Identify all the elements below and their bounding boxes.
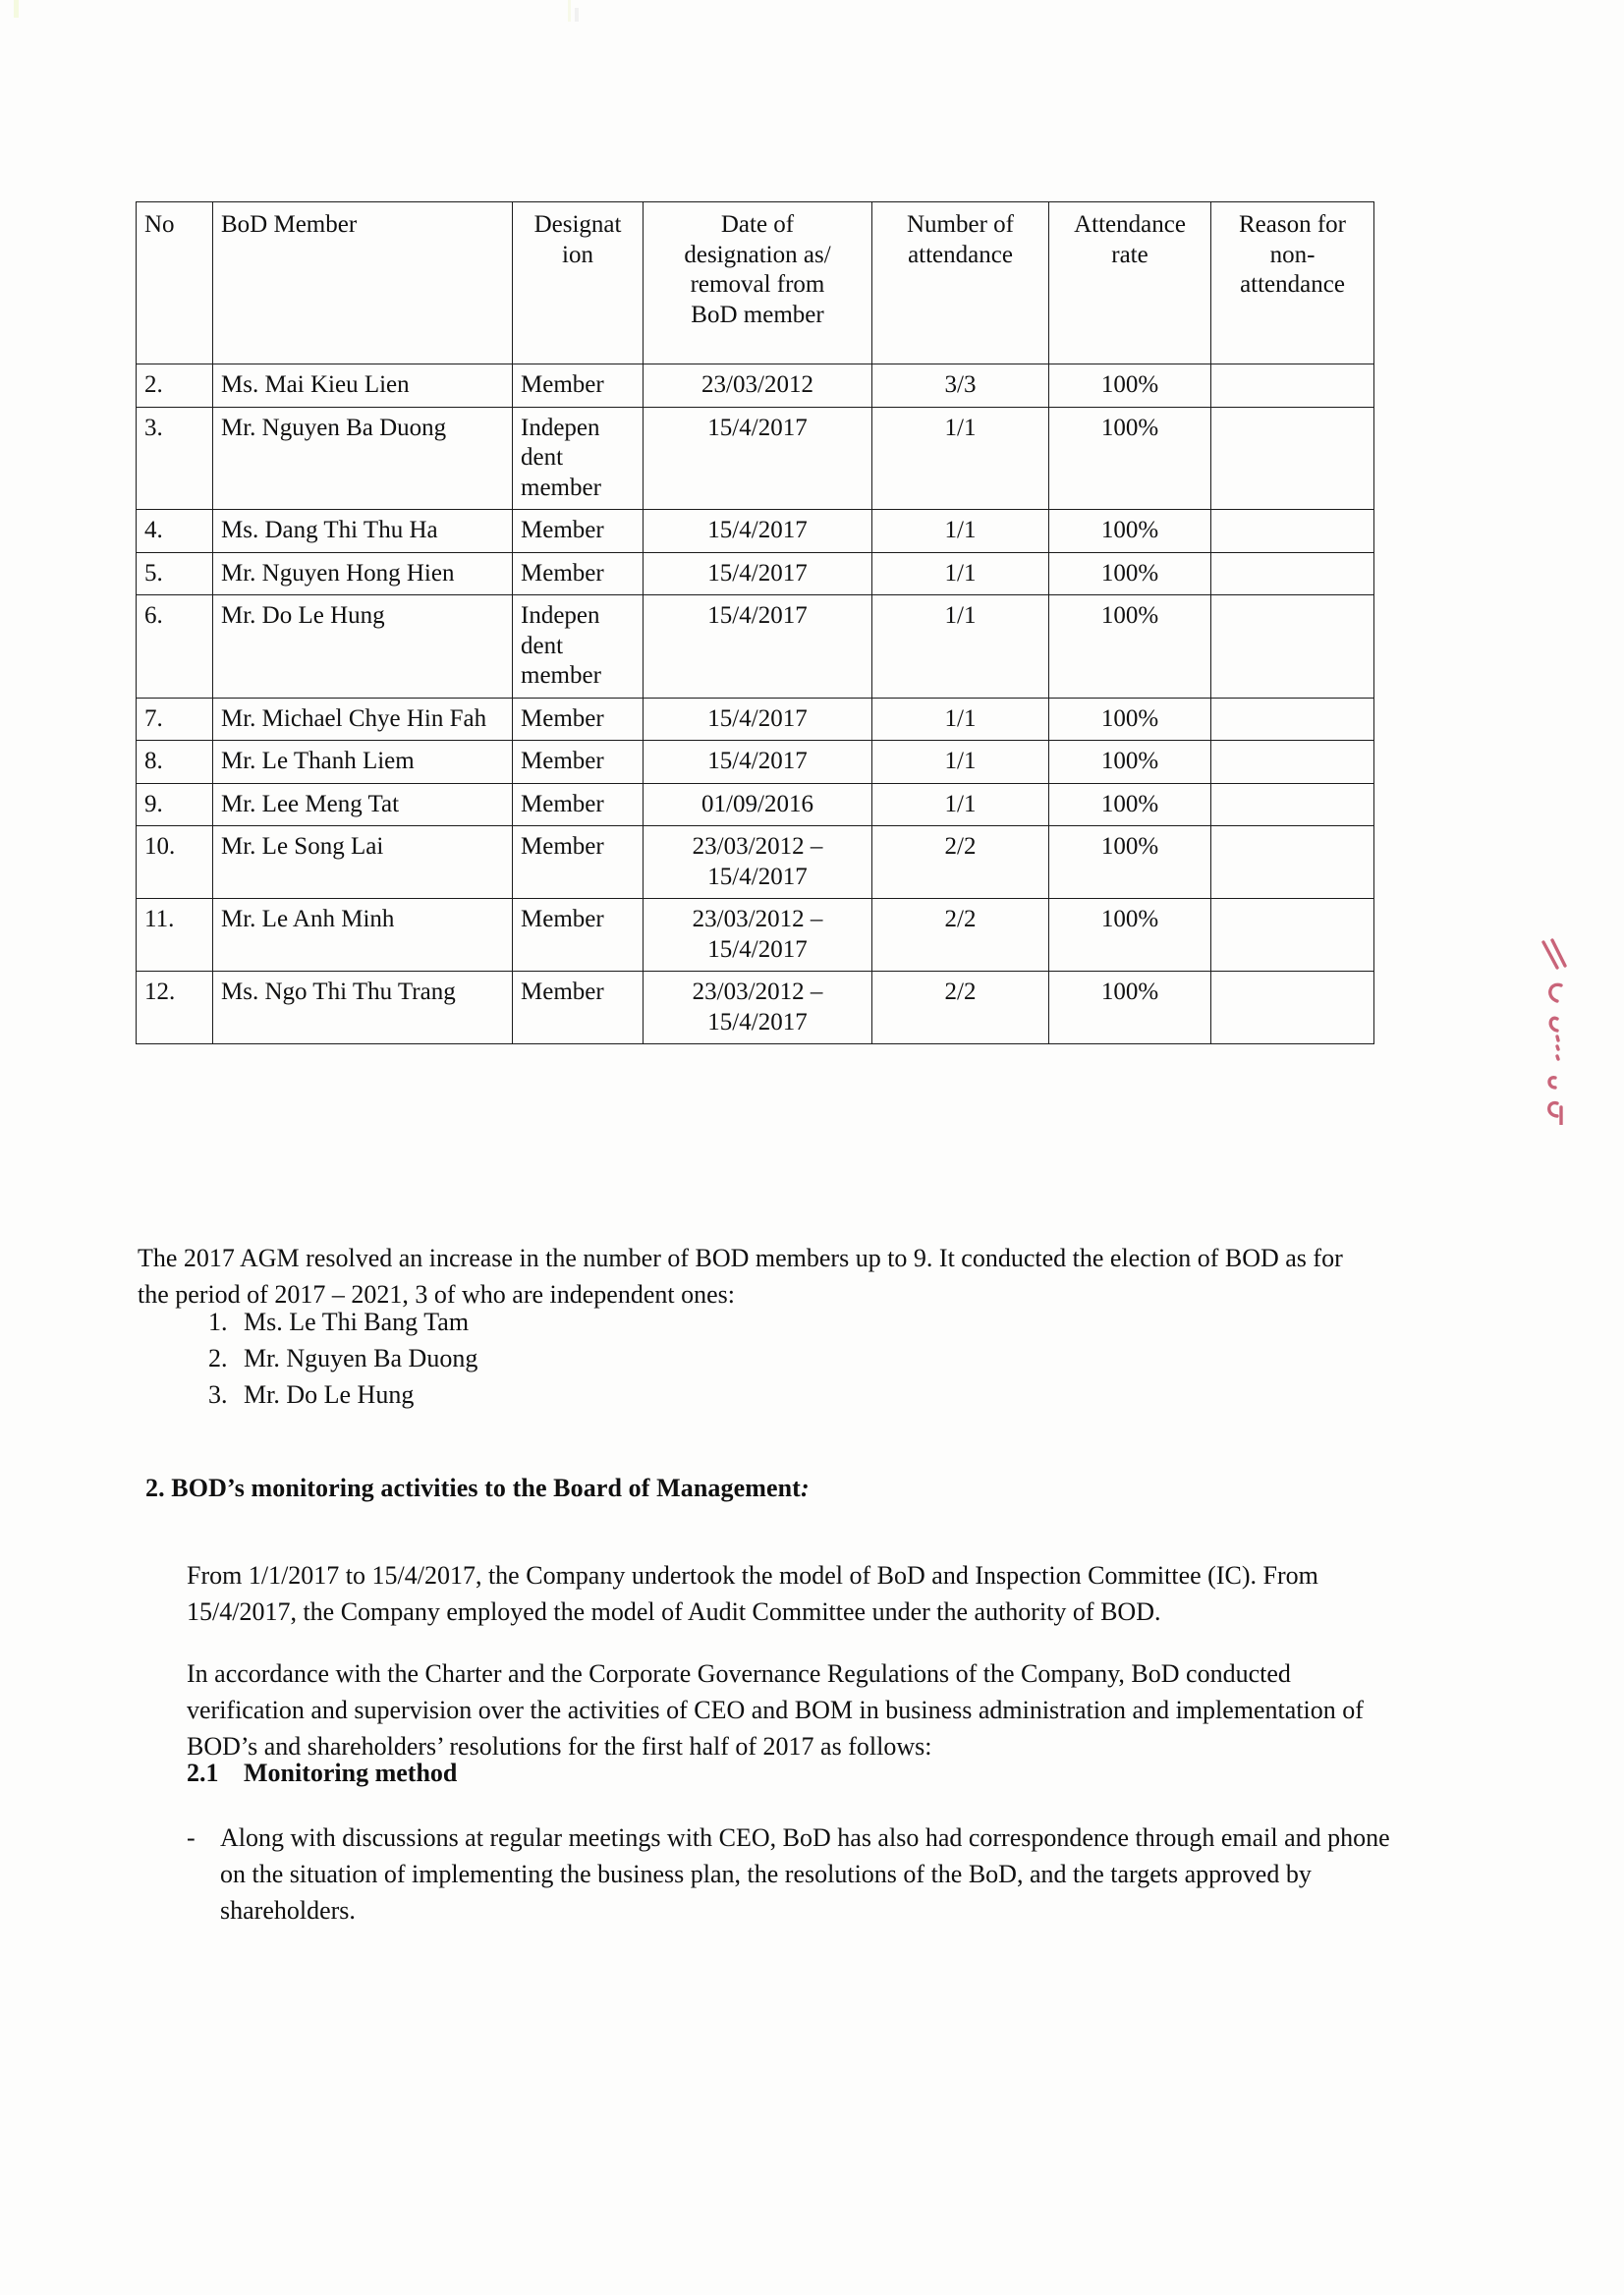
bod-attendance-table-wrapper bbox=[136, 201, 1373, 1044]
table-row bbox=[137, 826, 1374, 899]
cell-designation: Member bbox=[513, 364, 644, 408]
table-header bbox=[137, 202, 1374, 364]
cell-date: 23/03/2012 – 15/4/2017 bbox=[644, 899, 872, 972]
cell-number-of-attendance: 1/1 bbox=[872, 595, 1049, 699]
cell-reason-for-non-attendance bbox=[1211, 407, 1374, 510]
cell-attendance-rate: 100% bbox=[1049, 595, 1211, 699]
table-row bbox=[137, 552, 1374, 595]
cell-attendance-rate: 100% bbox=[1049, 552, 1211, 595]
col-header-reason-for-non-attendance bbox=[1211, 202, 1374, 364]
bullet-dash-marker: - bbox=[187, 1823, 196, 1852]
cell-number-of-attendance: 1/1 bbox=[872, 741, 1049, 784]
col-header-reason-line2: non- bbox=[1269, 241, 1316, 268]
table-row bbox=[137, 972, 1374, 1044]
cell-reason-for-non-attendance bbox=[1211, 552, 1374, 595]
col-header-date-line3: removal from bbox=[690, 271, 825, 298]
bod-attendance-table bbox=[136, 201, 1374, 1044]
cell-number-of-attendance: 1/1 bbox=[872, 510, 1049, 553]
cell-designation: Member bbox=[513, 972, 644, 1044]
cell-reason-for-non-attendance bbox=[1211, 826, 1374, 899]
cell-number-of-attendance: 2/2 bbox=[872, 899, 1049, 972]
col-header-designation-line2: ion bbox=[562, 241, 593, 268]
table-row bbox=[137, 899, 1374, 972]
cell-no: 6. bbox=[137, 595, 213, 699]
col-header-attendance-rate bbox=[1049, 202, 1211, 364]
cell-attendance-rate: 100% bbox=[1049, 407, 1211, 510]
table-header-row bbox=[137, 202, 1374, 364]
cell-bod-member: Ms. Mai Kieu Lien bbox=[213, 364, 513, 408]
table-row bbox=[137, 741, 1374, 784]
cell-reason-for-non-attendance bbox=[1211, 783, 1374, 826]
cell-attendance-rate: 100% bbox=[1049, 698, 1211, 741]
cell-number-of-attendance: 1/1 bbox=[872, 698, 1049, 741]
col-header-reason-line1: Reason for bbox=[1239, 211, 1346, 238]
cell-bod-member: Mr. Nguyen Hong Hien bbox=[213, 552, 513, 595]
cell-bod-member: Mr. Le Thanh Liem bbox=[213, 741, 513, 784]
cell-reason-for-non-attendance bbox=[1211, 510, 1374, 553]
table-row bbox=[137, 510, 1374, 553]
cell-date: 15/4/2017 bbox=[644, 407, 872, 510]
agm-intro-paragraph: The 2017 AGM resolved an increase in the number of BOD members up to 9. It conducted the election of BOD as for the period of 2017 – 2021, 3 of who are independent ones: bbox=[138, 1244, 1343, 1309]
cell-number-of-attendance: 2/2 bbox=[872, 826, 1049, 899]
list-item: 1. Ms. Le Thi Bang Tam bbox=[234, 1305, 922, 1341]
cell-designation: Member bbox=[513, 783, 644, 826]
table-row bbox=[137, 595, 1374, 699]
cell-date: 15/4/2017 bbox=[644, 698, 872, 741]
cell-reason-for-non-attendance bbox=[1211, 698, 1374, 741]
cell-bod-member: Mr. Le Anh Minh bbox=[213, 899, 513, 972]
cell-number-of-attendance: 2/2 bbox=[872, 972, 1049, 1044]
col-header-date-line2: designation as/ bbox=[684, 241, 831, 268]
list-item: 3. Mr. Do Le Hung bbox=[234, 1377, 922, 1414]
cell-date: 01/09/2016 bbox=[644, 783, 872, 826]
cell-no: 8. bbox=[137, 741, 213, 784]
cell-bod-member: Ms. Ngo Thi Thu Trang bbox=[213, 972, 513, 1044]
handwritten-signature-icon bbox=[1528, 938, 1606, 1125]
cell-bod-member: Mr. Le Song Lai bbox=[213, 826, 513, 899]
cell-designation: Indepen dent member bbox=[513, 595, 644, 699]
subsection-2-1-heading bbox=[187, 1759, 457, 1788]
cell-reason-for-non-attendance bbox=[1211, 741, 1374, 784]
monitoring-method-bullet-text: Along with discussions at regular meetings with CEO, BoD has also had correspondence through email and phone on the situation of implementing the business plan, the resolutions of the BoD, and the targets approved by shareholders. bbox=[220, 1823, 1390, 1925]
cell-reason-for-non-attendance bbox=[1211, 899, 1374, 972]
cell-designation: Member bbox=[513, 552, 644, 595]
cell-date: 15/4/2017 bbox=[644, 552, 872, 595]
list-item: 2. Mr. Nguyen Ba Duong bbox=[234, 1341, 922, 1377]
scan-artifact bbox=[575, 8, 579, 22]
cell-reason-for-non-attendance bbox=[1211, 972, 1374, 1044]
cell-reason-for-non-attendance bbox=[1211, 595, 1374, 699]
cell-designation: Member bbox=[513, 899, 644, 972]
cell-number-of-attendance: 1/1 bbox=[872, 552, 1049, 595]
cell-no: 10. bbox=[137, 826, 213, 899]
cell-no: 3. bbox=[137, 407, 213, 510]
cell-attendance-rate: 100% bbox=[1049, 510, 1211, 553]
cell-no: 4. bbox=[137, 510, 213, 553]
cell-attendance-rate: 100% bbox=[1049, 741, 1211, 784]
cell-no: 12. bbox=[137, 972, 213, 1044]
scan-artifact bbox=[568, 0, 571, 22]
col-header-reason-line3: attendance bbox=[1240, 271, 1345, 298]
col-header-rate-line2: rate bbox=[1111, 241, 1148, 268]
cell-attendance-rate: 100% bbox=[1049, 783, 1211, 826]
cell-bod-member: Ms. Dang Thi Thu Ha bbox=[213, 510, 513, 553]
cell-designation: Member bbox=[513, 741, 644, 784]
cell-date: 23/03/2012 bbox=[644, 364, 872, 408]
cell-date: 15/4/2017 bbox=[644, 741, 872, 784]
scan-artifact bbox=[14, 0, 19, 18]
col-header-no: No bbox=[137, 202, 213, 364]
table-row bbox=[137, 783, 1374, 826]
col-header-designation bbox=[513, 202, 644, 364]
col-header-designation-line1: Designat bbox=[533, 211, 622, 238]
section-2-paragraph-1: From 1/1/2017 to 15/4/2017, the Company undertook the model of BoD and Inspection Committee (IC). From 15/4/2017, the Company employed the model of Audit Committee under the authority of BOD. bbox=[187, 1561, 1318, 1626]
col-header-date-line1: Date of bbox=[720, 211, 795, 238]
cell-no: 11. bbox=[137, 899, 213, 972]
cell-bod-member: Mr. Do Le Hung bbox=[213, 595, 513, 699]
cell-bod-member: Mr. Lee Meng Tat bbox=[213, 783, 513, 826]
cell-no: 5. bbox=[137, 552, 213, 595]
cell-designation: Member bbox=[513, 698, 644, 741]
table-row bbox=[137, 407, 1374, 510]
cell-number-of-attendance: 1/1 bbox=[872, 407, 1049, 510]
cell-date: 23/03/2012 – 15/4/2017 bbox=[644, 972, 872, 1044]
cell-designation: Member bbox=[513, 826, 644, 899]
col-header-bod-member: BoD Member bbox=[213, 202, 513, 364]
cell-bod-member: Mr. Michael Chye Hin Fah bbox=[213, 698, 513, 741]
section-2-heading-text: 2. BOD’s monitoring activities to the Board of Management bbox=[145, 1474, 801, 1502]
subsection-2-1-number: 2.1 bbox=[187, 1759, 219, 1787]
cell-no: 2. bbox=[137, 364, 213, 408]
elected-members-list bbox=[183, 1305, 922, 1414]
section-2-heading-colon: : bbox=[800, 1474, 810, 1502]
cell-attendance-rate: 100% bbox=[1049, 899, 1211, 972]
monitoring-method-bullet bbox=[187, 1820, 1390, 1930]
cell-number-of-attendance: 1/1 bbox=[872, 783, 1049, 826]
section-2-paragraph-2: In accordance with the Charter and the Corporate Governance Regulations of the Company, BoD conducted verification and supervision over the activities of CEO and BOM in business administration and implementation of BOD’s and shareholders’ resolutions for the first half of 2017 as follows: bbox=[187, 1659, 1364, 1761]
cell-designation: Indepen dent member bbox=[513, 407, 644, 510]
cell-number-of-attendance: 3/3 bbox=[872, 364, 1049, 408]
table-body bbox=[137, 364, 1374, 1044]
cell-no: 9. bbox=[137, 783, 213, 826]
col-header-number-of-attendance bbox=[872, 202, 1049, 364]
col-header-rate-line1: Attendance bbox=[1074, 211, 1186, 238]
cell-bod-member: Mr. Nguyen Ba Duong bbox=[213, 407, 513, 510]
table-row bbox=[137, 698, 1374, 741]
cell-attendance-rate: 100% bbox=[1049, 364, 1211, 408]
cell-date: 23/03/2012 – 15/4/2017 bbox=[644, 826, 872, 899]
cell-reason-for-non-attendance bbox=[1211, 364, 1374, 408]
cell-date: 15/4/2017 bbox=[644, 595, 872, 699]
col-header-number-line2: attendance bbox=[908, 241, 1013, 268]
subsection-2-1-title: Monitoring method bbox=[244, 1759, 458, 1787]
cell-designation: Member bbox=[513, 510, 644, 553]
section-2-heading bbox=[145, 1474, 810, 1503]
col-header-date-of-designation bbox=[644, 202, 872, 364]
col-header-number-line1: Number of bbox=[907, 211, 1014, 238]
table-row bbox=[137, 364, 1374, 408]
cell-attendance-rate: 100% bbox=[1049, 972, 1211, 1044]
cell-date: 15/4/2017 bbox=[644, 510, 872, 553]
col-header-date-line4: BoD member bbox=[691, 301, 824, 328]
cell-no: 7. bbox=[137, 698, 213, 741]
cell-attendance-rate: 100% bbox=[1049, 826, 1211, 899]
